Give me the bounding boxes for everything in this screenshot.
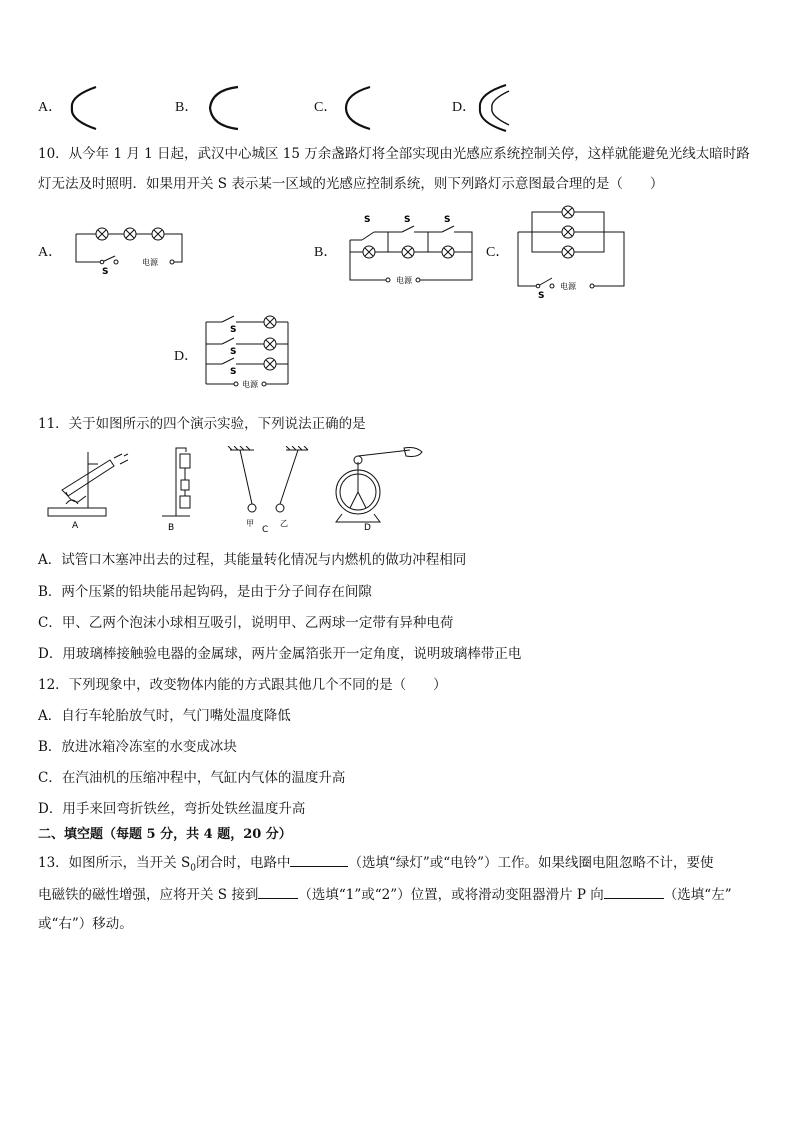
q13-line2: 电磁铁的磁性增强，应将开关 S 接到 （选填“1”或“2”）位置，或将滑动变阻器滑片 P 向 （选填“左” xyxy=(38,884,732,905)
q12-stem: 12．下列现象中，改变物体内能的方式跟其他几个不同的是（ ） xyxy=(38,677,447,693)
ball-jia-label: 甲 xyxy=(246,519,254,528)
q13-blank-1[interactable] xyxy=(290,852,348,867)
q11-option-c: C．甲、乙两个泡沫小球相互吸引，说明甲、乙两球一定带有异种电荷 xyxy=(38,615,454,631)
svg-text:电源: 电源 xyxy=(560,282,576,291)
svg-text:S: S xyxy=(230,367,237,377)
svg-text:S: S xyxy=(230,325,237,335)
q9-option-a-label: A． xyxy=(38,100,63,115)
q10-stem-line1: 10．从今年 1 月 1 日起，武汉中心城区 15 万余盏路灯将全部实现由光感应系统控制关停，这样就能避免光线太暗时路 xyxy=(38,146,750,162)
fig-label-d: D xyxy=(364,523,371,533)
q9-option-d-figure xyxy=(476,82,516,134)
q10-option-c-label: C． xyxy=(486,245,510,260)
experiment-a-figure xyxy=(48,452,128,516)
section-fill-in-title: 二、填空题（每题 5 分，共 4 题，20 分） xyxy=(38,827,292,842)
q9-option-b-figure xyxy=(204,84,244,132)
svg-text:S: S xyxy=(230,347,237,357)
q12-option-d: D．用手来回弯折铁丝，弯折处铁丝温度升高 xyxy=(38,801,306,817)
q11-experiment-figures xyxy=(40,446,426,536)
q11-option-a: A．试管口木塞冲出去的过程，其能量转化情况与内燃机的做功冲程相同 xyxy=(38,552,467,568)
svg-text:S: S xyxy=(364,215,371,225)
q9-option-c-figure xyxy=(340,84,380,132)
switch-label: S xyxy=(102,267,109,276)
q9-option-c-label: C． xyxy=(314,100,338,115)
svg-text:S: S xyxy=(404,215,411,225)
experiment-d-figure xyxy=(336,448,422,523)
fig-label-b: B xyxy=(168,523,175,533)
svg-text:S: S xyxy=(538,291,545,301)
q13-line3: 或“右”）移动。 xyxy=(38,916,133,932)
svg-text:电源: 电源 xyxy=(396,276,412,285)
q12-option-a: A．自行车轮胎放气时，气门嘴处温度降低 xyxy=(38,708,291,724)
q10-option-d-label: D． xyxy=(174,349,199,364)
q13-blank-2[interactable] xyxy=(258,884,298,899)
q11-option-d: D．用玻璃棒接触验电器的金属球，两片金属箔张开一定角度，说明玻璃棒带正电 xyxy=(38,646,522,662)
q9-option-a-figure xyxy=(66,84,106,132)
q9-option-b-label: B． xyxy=(175,100,199,115)
q13-line1: 13．如图所示，当开关 $S_0$闭合时，电路中 （选填“绿灯”或“电铃”）工作。如果线圈电阻忽略不计，要使 xyxy=(38,852,714,879)
svg-text:S: S xyxy=(444,215,451,225)
experiment-b-figure xyxy=(162,448,190,516)
q10-option-c-circuit xyxy=(514,200,630,302)
q9-option-d-label: D． xyxy=(452,100,477,115)
q10-option-a-label: A． xyxy=(38,245,63,260)
q11-stem: 11．关于如图所示的四个演示实验，下列说法正确的是 xyxy=(38,416,366,432)
q12-option-c: C．在汽油机的压缩冲程中，气缸内气体的温度升高 xyxy=(38,770,346,786)
ball-yi-label: 乙 xyxy=(280,519,288,528)
experiment-c-figure xyxy=(228,446,308,512)
q10-option-d-circuit xyxy=(200,310,300,392)
q10-option-a-circuit xyxy=(72,218,192,276)
q13-blank-3[interactable] xyxy=(604,884,664,899)
q11-option-b: B．两个压紧的铅块能吊起钩码，是由于分子间存在间隙 xyxy=(38,584,372,600)
fig-label-c: C xyxy=(262,525,269,535)
q12-option-b: B．放进冰箱冷冻室的水变成冰块 xyxy=(38,739,237,755)
q10-stem-line2: 灯无法及时照明．如果用开关 S 表示某一区域的光感应控制系统，则下列路灯示意图最合理的是（ ） xyxy=(38,176,664,192)
fig-label-a: A xyxy=(72,521,79,531)
q10-option-b-circuit xyxy=(344,210,476,288)
power-label: 电源 xyxy=(142,258,158,267)
svg-text:电源: 电源 xyxy=(242,380,258,389)
q10-option-b-label: B． xyxy=(314,245,338,260)
